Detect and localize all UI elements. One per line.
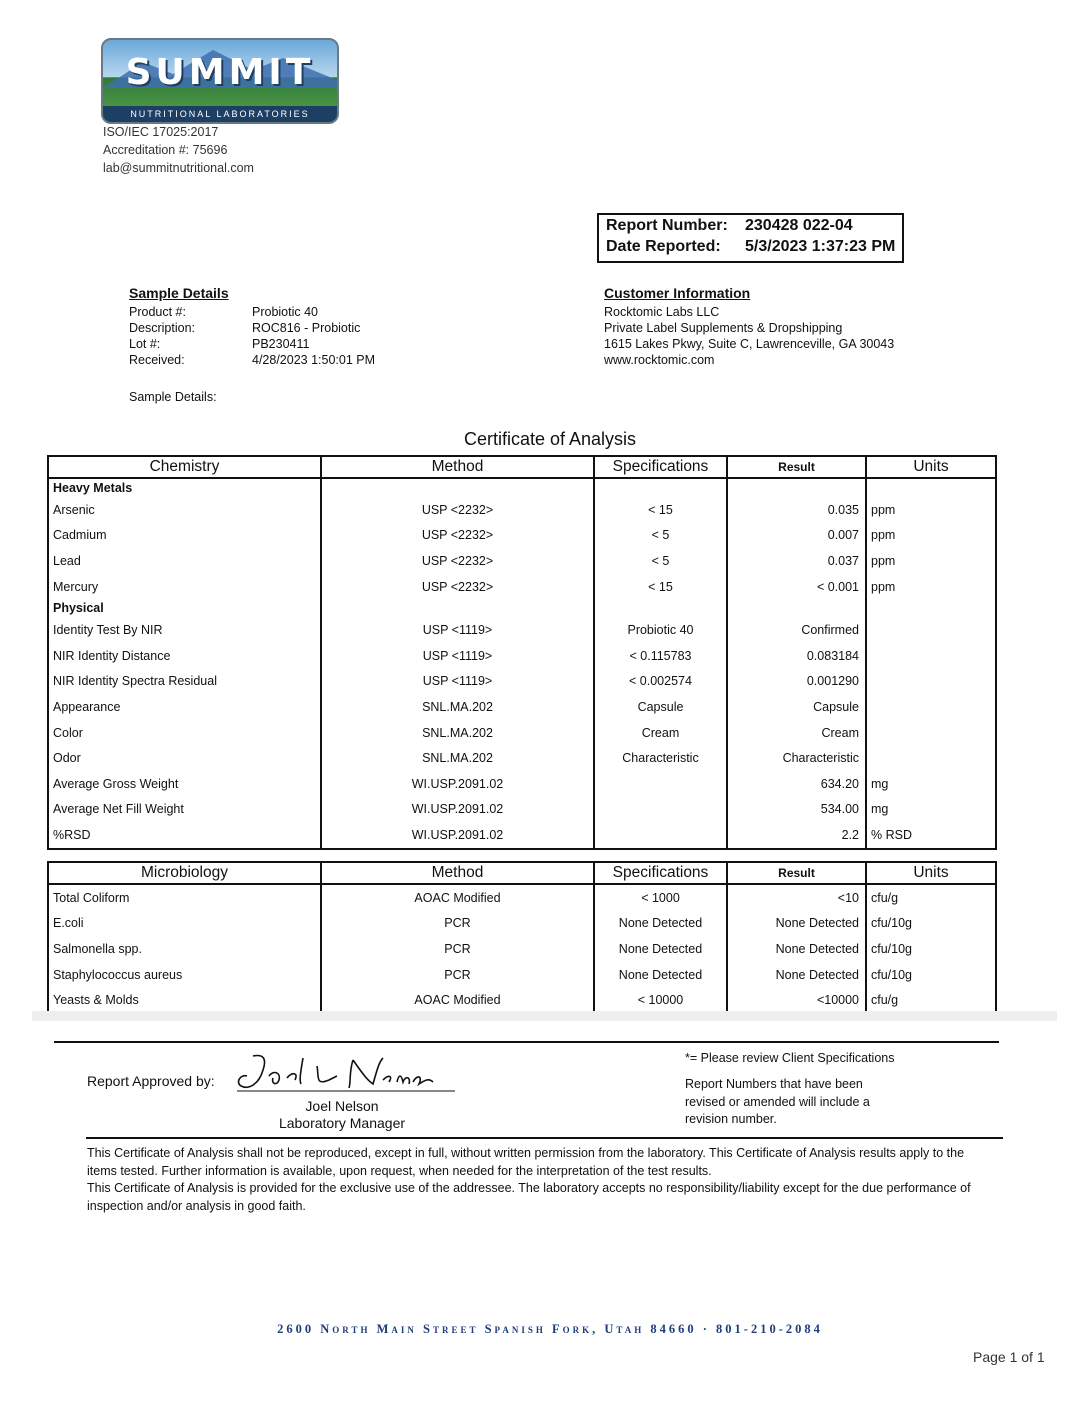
units	[866, 617, 996, 643]
table-row	[48, 694, 996, 720]
sample-row: Lot #: PB230411	[129, 337, 310, 351]
col-header: Chemistry	[48, 456, 321, 478]
units: ppm	[866, 548, 996, 574]
col-header: Specifications	[594, 862, 727, 884]
approver-role: Laboratory Manager	[278, 1115, 406, 1131]
units: cfu/g	[866, 987, 996, 1014]
test-name: Average Net Fill Weight	[48, 797, 321, 823]
client-spec-note: *= Please review Client Specifications	[685, 1051, 895, 1065]
lab-address: 2600 North Main Street Spanish Fork, Utah 84660 · 801-210-2084	[277, 1322, 823, 1336]
specification: Cream	[594, 720, 727, 746]
table-row	[48, 771, 996, 797]
disclaimer	[87, 1145, 987, 1215]
sample-details-title: Sample Details	[129, 285, 229, 301]
test-name: Total Coliform	[48, 884, 321, 911]
method: WI.USP.2091.02	[321, 822, 594, 849]
result: 0.037	[727, 548, 866, 574]
col-header: Units	[866, 862, 996, 884]
iso-text: ISO/IEC 17025:2017	[103, 125, 219, 139]
method: AOAC Modified	[321, 987, 594, 1014]
method: WI.USP.2091.02	[321, 797, 594, 823]
col-header: Method	[321, 456, 594, 478]
empty-cell	[866, 599, 996, 617]
method: PCR	[321, 962, 594, 988]
page-number: Page 1 of 1	[973, 1349, 1045, 1365]
sample-details	[129, 285, 375, 405]
table-row	[48, 884, 996, 911]
report-number: 230428 022-04	[745, 217, 853, 234]
table-row	[48, 669, 996, 695]
units	[866, 643, 996, 669]
test-name: Cadmium	[48, 523, 321, 549]
method: PCR	[321, 911, 594, 937]
report-number-label: Report Number:	[606, 217, 728, 234]
sample-row: Received: 4/28/2023 1:50:01 PM	[129, 353, 376, 367]
divider-band	[32, 1011, 1057, 1021]
method: SNL.MA.202	[321, 745, 594, 771]
method: USP <2232>	[321, 523, 594, 549]
table-row	[48, 987, 996, 1014]
group-row	[48, 478, 996, 497]
units: % RSD	[866, 822, 996, 849]
result: None Detected	[727, 936, 866, 962]
result: 534.00	[727, 797, 866, 823]
approved-by-label: Report Approved by:	[87, 1073, 215, 1089]
specification: < 15	[594, 497, 727, 523]
test-name: NIR Identity Spectra Residual	[48, 669, 321, 695]
report-box	[597, 213, 904, 263]
group-row	[48, 599, 996, 617]
group-label: Physical	[48, 599, 321, 617]
test-name: Mercury	[48, 574, 321, 600]
method: USP <1119>	[321, 617, 594, 643]
units	[866, 669, 996, 695]
result: <10000	[727, 987, 866, 1014]
method: SNL.MA.202	[321, 720, 594, 746]
divider	[54, 1041, 999, 1043]
table-row	[48, 911, 996, 937]
result: 0.035	[727, 497, 866, 523]
date-reported-label: Date Reported:	[606, 238, 721, 255]
test-name: Odor	[48, 745, 321, 771]
test-name: Salmonella spp.	[48, 936, 321, 962]
empty-cell	[727, 599, 866, 617]
test-name: Lead	[48, 548, 321, 574]
result: 634.20	[727, 771, 866, 797]
approver-name: Joel Nelson	[305, 1098, 379, 1114]
method: USP <1119>	[321, 643, 594, 669]
col-header: Microbiology	[48, 862, 321, 884]
result: 0.083184	[727, 643, 866, 669]
specification: < 5	[594, 548, 727, 574]
approver-block	[233, 1098, 451, 1132]
specification: Probiotic 40	[594, 617, 727, 643]
result: <10	[727, 884, 866, 911]
logo-wordmark: SUMMIT	[125, 52, 315, 93]
specification: < 10000	[594, 987, 727, 1014]
test-name: Arsenic	[48, 497, 321, 523]
specification	[594, 797, 727, 823]
test-name: Yeasts & Molds	[48, 987, 321, 1014]
units: ppm	[866, 497, 996, 523]
method: WI.USP.2091.02	[321, 771, 594, 797]
table-row	[48, 822, 996, 849]
col-header: Specifications	[594, 456, 727, 478]
lab-info	[103, 123, 254, 177]
table-row	[48, 962, 996, 988]
sample-details-label: Sample Details:	[129, 390, 217, 404]
specification: None Detected	[594, 962, 727, 988]
result: 0.007	[727, 523, 866, 549]
result: None Detected	[727, 911, 866, 937]
chemistry-table	[47, 455, 997, 850]
units	[866, 720, 996, 746]
logo-tagline: NUTRITIONAL LABORATORIES	[103, 106, 337, 122]
col-header: Method	[321, 862, 594, 884]
empty-cell	[594, 478, 727, 497]
specification: None Detected	[594, 936, 727, 962]
result: Characteristic	[727, 745, 866, 771]
table-row	[48, 936, 996, 962]
specification: None Detected	[594, 911, 727, 937]
units: mg	[866, 771, 996, 797]
empty-cell	[594, 599, 727, 617]
method: USP <2232>	[321, 497, 594, 523]
result: None Detected	[727, 962, 866, 988]
test-name: Average Gross Weight	[48, 771, 321, 797]
result: Capsule	[727, 694, 866, 720]
units	[866, 745, 996, 771]
table-row	[48, 720, 996, 746]
specification: Capsule	[594, 694, 727, 720]
table-row	[48, 574, 996, 600]
result: 2.2	[727, 822, 866, 849]
units: cfu/10g	[866, 911, 996, 937]
method: AOAC Modified	[321, 884, 594, 911]
col-header: Result	[727, 456, 866, 478]
result: 0.001290	[727, 669, 866, 695]
table-row	[48, 617, 996, 643]
customer-line: www.rocktomic.com	[604, 353, 715, 367]
col-header: Result	[727, 862, 866, 884]
test-name: Color	[48, 720, 321, 746]
result: Confirmed	[727, 617, 866, 643]
test-name: Staphylococcus aureus	[48, 962, 321, 988]
test-name: NIR Identity Distance	[48, 643, 321, 669]
sample-row: Description: ROC816 - Probiotic	[129, 321, 361, 335]
method: USP <1119>	[321, 669, 594, 695]
table-row	[48, 523, 996, 549]
summit-logo	[101, 38, 339, 124]
method: USP <2232>	[321, 548, 594, 574]
units: cfu/10g	[866, 936, 996, 962]
customer-line: 1615 Lakes Pkwy, Suite C, Lawrenceville, GA 30043	[604, 337, 895, 351]
specification: < 0.002574	[594, 669, 727, 695]
chemistry-header-row	[48, 456, 996, 478]
date-reported: 5/3/2023 1:37:23 PM	[745, 238, 896, 255]
customer-line: Rocktomic Labs LLC	[604, 305, 720, 319]
coa-title: Certificate of Analysis	[463, 429, 637, 449]
table-row	[48, 548, 996, 574]
disclaimer-paragraph: This Certificate of Analysis shall not be reproduced, except in full, without written permission from the laboratory. This Certificate of Analysis results apply to the items tested. Further information is available, upon request, when needed for the interpretation of the test results.	[87, 1146, 965, 1178]
sample-row: Product #: Probiotic 40	[129, 305, 319, 319]
microbiology-table	[47, 861, 997, 1015]
accreditation-text: Accreditation #: 75696	[103, 143, 228, 157]
empty-cell	[321, 478, 594, 497]
empty-cell	[321, 599, 594, 617]
method: SNL.MA.202	[321, 694, 594, 720]
col-header: Units	[866, 456, 996, 478]
signature-image	[233, 1050, 458, 1098]
table-row	[48, 745, 996, 771]
customer-info-title: Customer Information	[604, 285, 751, 301]
units: cfu/10g	[866, 962, 996, 988]
specification: < 0.115783	[594, 643, 727, 669]
lab-email: lab@summitnutritional.com	[103, 161, 254, 175]
units: mg	[866, 797, 996, 823]
empty-cell	[866, 478, 996, 497]
test-name: E.coli	[48, 911, 321, 937]
disclaimer-paragraph: This Certificate of Analysis is provided for the exclusive use of the addressee. The laboratory accepts no responsibility/liability except for the due performance of inspection and/or analysis in good faith.	[87, 1181, 971, 1213]
test-name: Identity Test By NIR	[48, 617, 321, 643]
result: Cream	[727, 720, 866, 746]
table-row	[48, 497, 996, 523]
table-row	[48, 643, 996, 669]
group-label: Heavy Metals	[48, 478, 321, 497]
specification: < 15	[594, 574, 727, 600]
revision-note: Report Numbers that have been revised or amended will include a revision number.	[685, 1077, 870, 1126]
units: ppm	[866, 574, 996, 600]
divider	[86, 1137, 1003, 1139]
specification	[594, 822, 727, 849]
specification	[594, 771, 727, 797]
method: USP <2232>	[321, 574, 594, 600]
specification: < 1000	[594, 884, 727, 911]
units	[866, 694, 996, 720]
test-name: Appearance	[48, 694, 321, 720]
empty-cell	[727, 478, 866, 497]
micro-header-row	[48, 862, 996, 884]
customer-line: Private Label Supplements & Dropshipping	[604, 321, 843, 335]
customer-info	[604, 285, 894, 368]
specification: Characteristic	[594, 745, 727, 771]
table-row	[48, 797, 996, 823]
specification: < 5	[594, 523, 727, 549]
method: PCR	[321, 936, 594, 962]
units: ppm	[866, 523, 996, 549]
result: < 0.001	[727, 574, 866, 600]
units: cfu/g	[866, 884, 996, 911]
test-name: %RSD	[48, 822, 321, 849]
